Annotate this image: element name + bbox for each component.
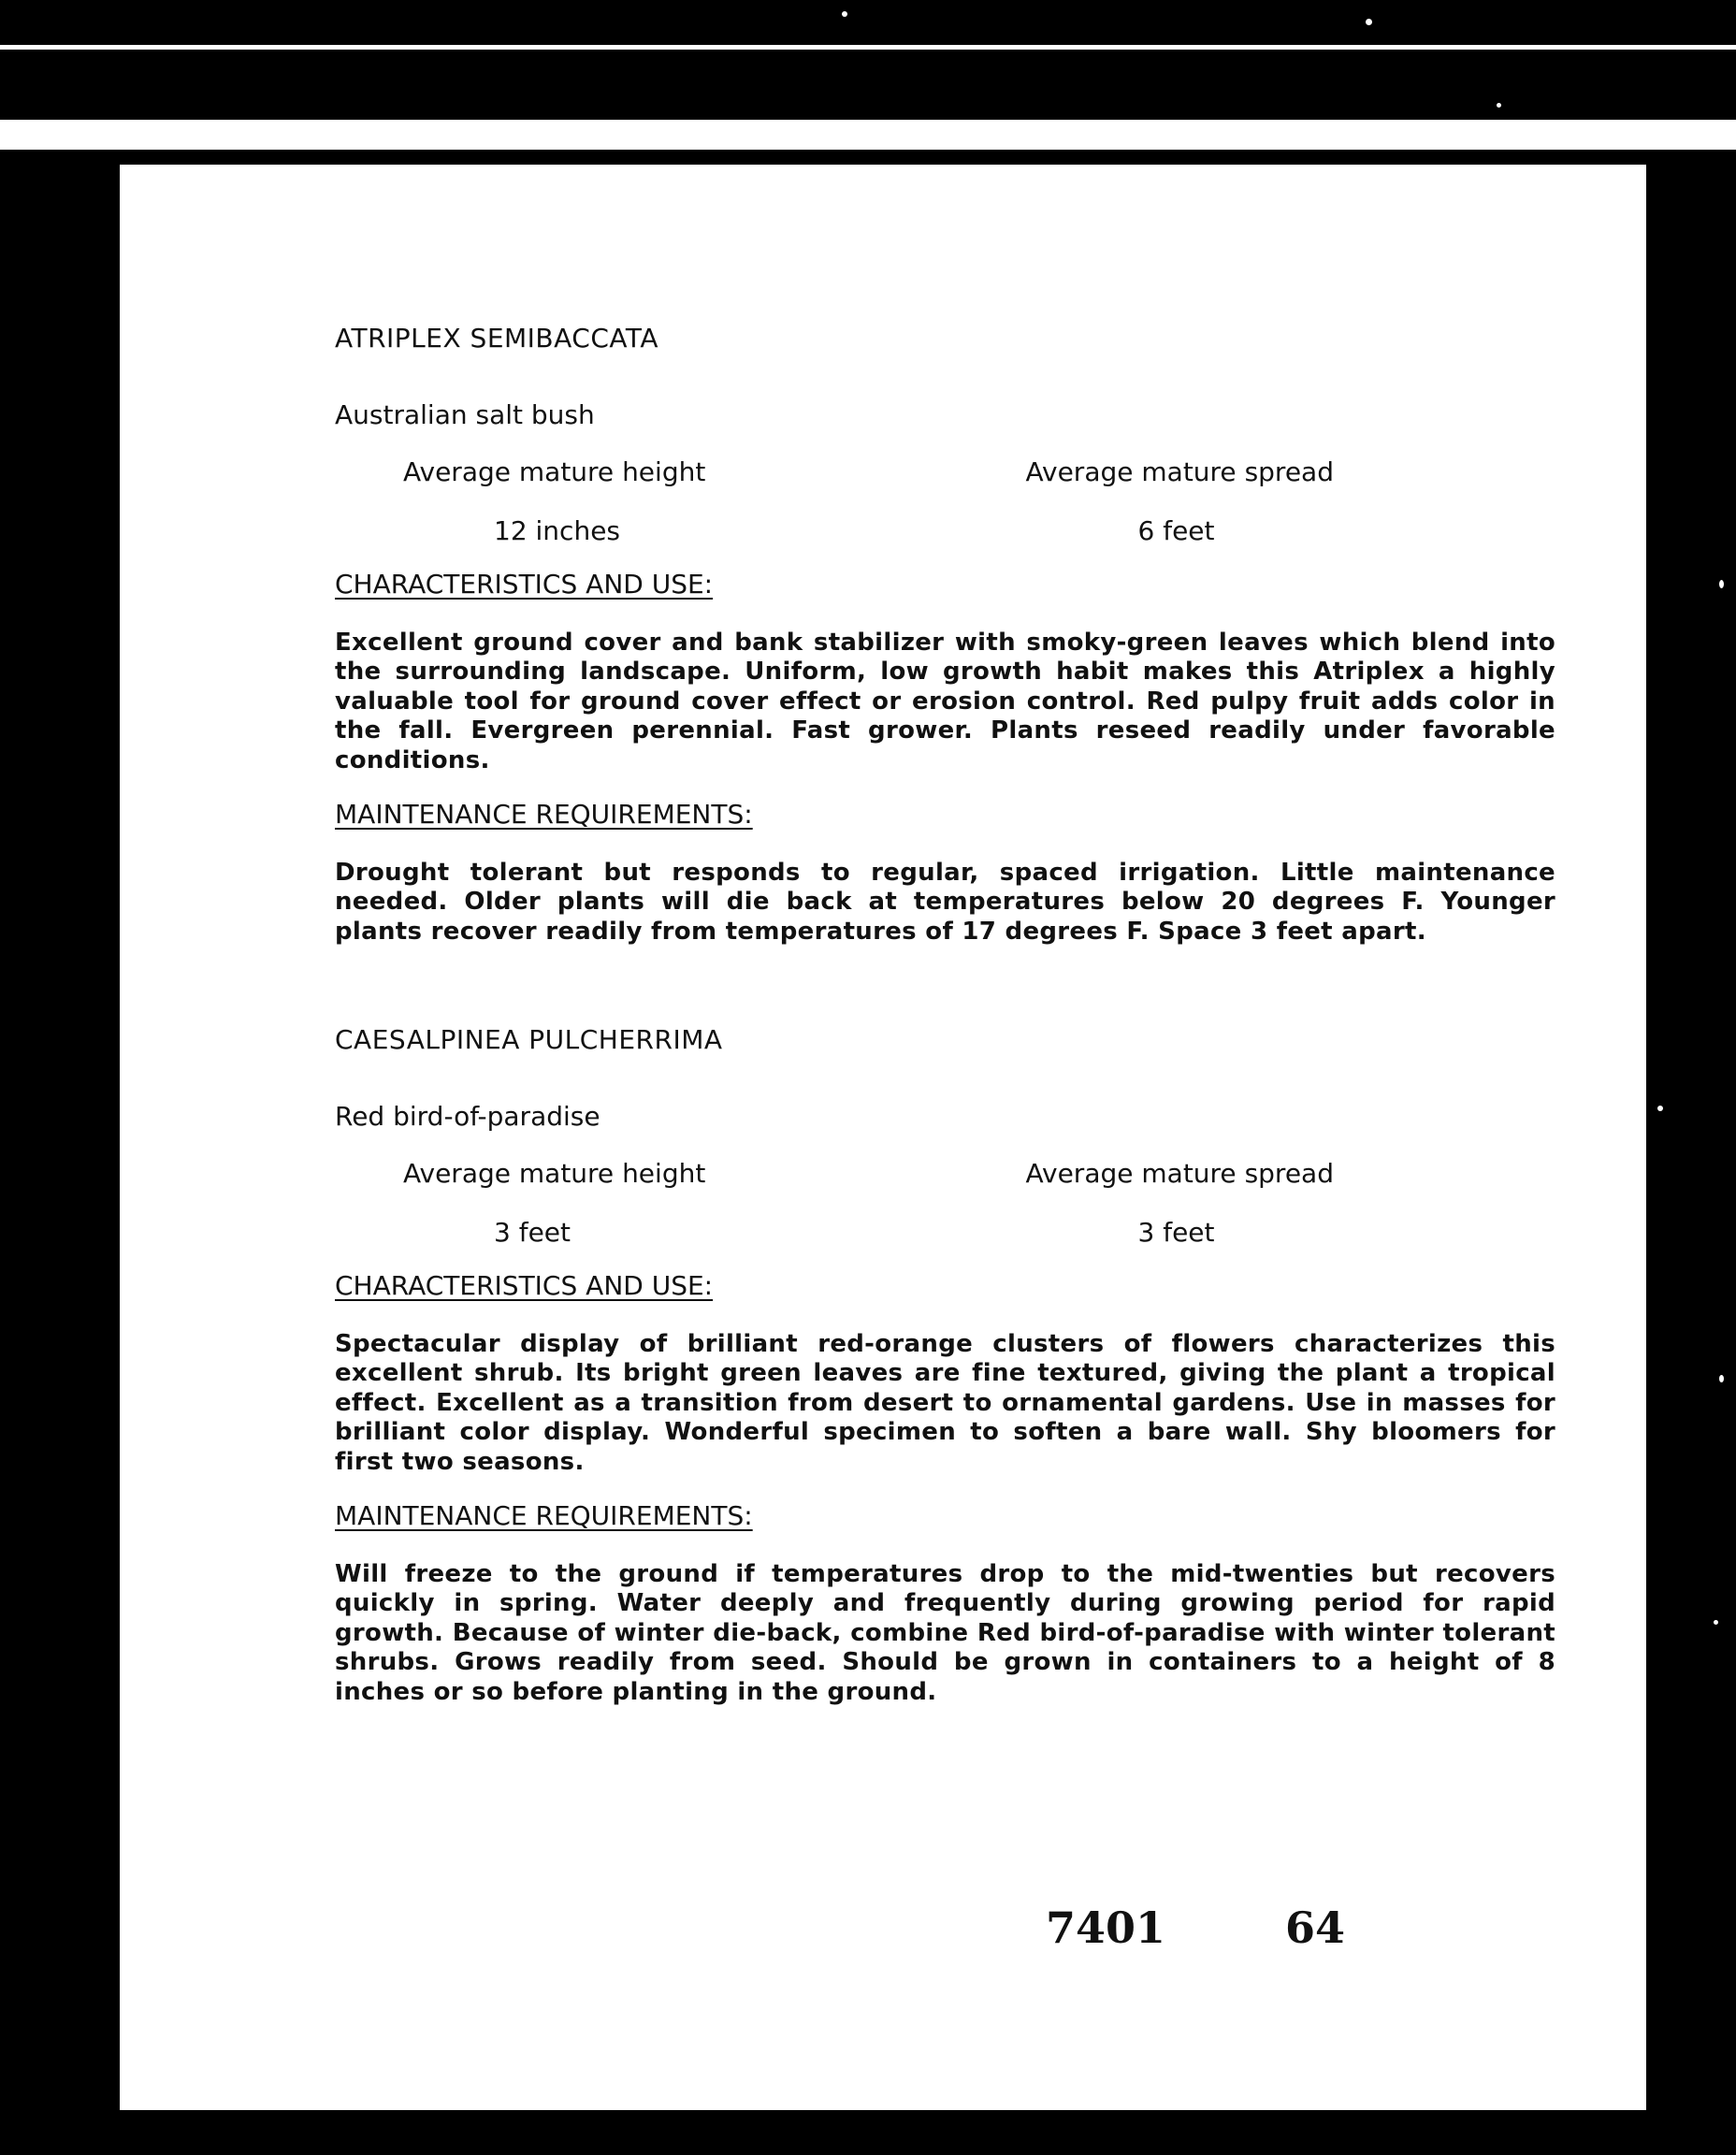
page-number-left: 7401 xyxy=(1046,1902,1166,1953)
document-content xyxy=(335,324,1555,1707)
spread-value: 3 feet xyxy=(1137,1216,1215,1248)
plant-entry xyxy=(335,1025,1555,1707)
maintenance-heading: MAINTENANCE REQUIREMENTS: xyxy=(335,799,753,830)
scan-top-band xyxy=(0,120,1736,150)
characteristics-text: Excellent ground cover and bank stabilizer with smoky-green leaves which blend into the surrounding landscape. Uniform, low growth habit makes this Atriplex a highly valuable tool for ground cover effect or erosion control. Red pulpy fruit adds color in the fall. Evergreen perennial. Fast grower. Plants reseed readily under favorable conditions. xyxy=(335,628,1555,774)
maintenance-heading: MAINTENANCE REQUIREMENTS: xyxy=(335,1500,753,1531)
characteristics-heading: CHARACTERISTICS AND USE: xyxy=(335,1270,714,1301)
scan-speck xyxy=(1657,1106,1663,1111)
height-value: 12 inches xyxy=(494,514,621,546)
common-name: Red bird-of-paradise xyxy=(335,1100,600,1132)
characteristics-text: Spectacular display of brilliant red-orange clusters of flowers characterizes this excellent shrub. Its bright green leaves are fine textured, giving the plant a tropical effect. Excellent as a transition from desert to ornamental gardens. Use in masses for brilliant color display. Wonderful specimen to soften a bare wall. Shy bloomers for first two seasons. xyxy=(335,1329,1555,1476)
mature-dimensions xyxy=(335,1159,1555,1247)
plant-entry xyxy=(335,324,1555,947)
scan-speck xyxy=(1719,580,1724,588)
height-label: Average mature height xyxy=(403,1158,706,1189)
scan-speck xyxy=(1497,103,1501,108)
spread-label: Average mature spread xyxy=(1025,456,1334,487)
page-number-right: 64 xyxy=(1285,1902,1346,1953)
scan-top-rule xyxy=(0,45,1736,50)
height-value: 3 feet xyxy=(494,1216,571,1248)
common-name: Australian salt bush xyxy=(335,398,595,430)
botanical-name: CAESALPINEA PULCHERRIMA xyxy=(335,1024,723,1055)
maintenance-text: Will freeze to the ground if temperatures drop to the mid-twenties but recovers quickly in spring. Water deeply and frequently during growing period for rapid growth. Because of winter die-back, combine Red bird-of-paradise with winter tolerant shrubs. Grows readily from seed. Should be grown in containers to a height of 8 inches or so before planting in the ground. xyxy=(335,1559,1555,1706)
height-column xyxy=(335,1159,946,1247)
document-page xyxy=(120,165,1646,2110)
spread-value: 6 feet xyxy=(1137,514,1215,546)
maintenance-text: Drought tolerant but responds to regular, spaced irrigation. Little maintenance needed. Older plants will die back at temperatures below 20 degrees F. Younger plants recover readily from temperatures of 17 degrees F. Space 3 feet apart. xyxy=(335,858,1555,946)
page-numbers xyxy=(1046,1902,1345,1953)
scan-speck xyxy=(1719,1375,1724,1382)
mature-dimensions xyxy=(335,457,1555,545)
spread-label: Average mature spread xyxy=(1025,1158,1334,1189)
botanical-name: ATRIPLEX SEMIBACCATA xyxy=(335,323,658,354)
scan-speck xyxy=(842,11,847,17)
spread-column xyxy=(946,1159,1556,1247)
height-column xyxy=(335,457,946,545)
scan-speck xyxy=(1366,19,1372,25)
spread-column xyxy=(946,457,1556,545)
height-label: Average mature height xyxy=(403,456,706,487)
characteristics-heading: CHARACTERISTICS AND USE: xyxy=(335,569,714,600)
entry-separator xyxy=(335,947,1555,1025)
scan-speck xyxy=(1714,1620,1718,1625)
